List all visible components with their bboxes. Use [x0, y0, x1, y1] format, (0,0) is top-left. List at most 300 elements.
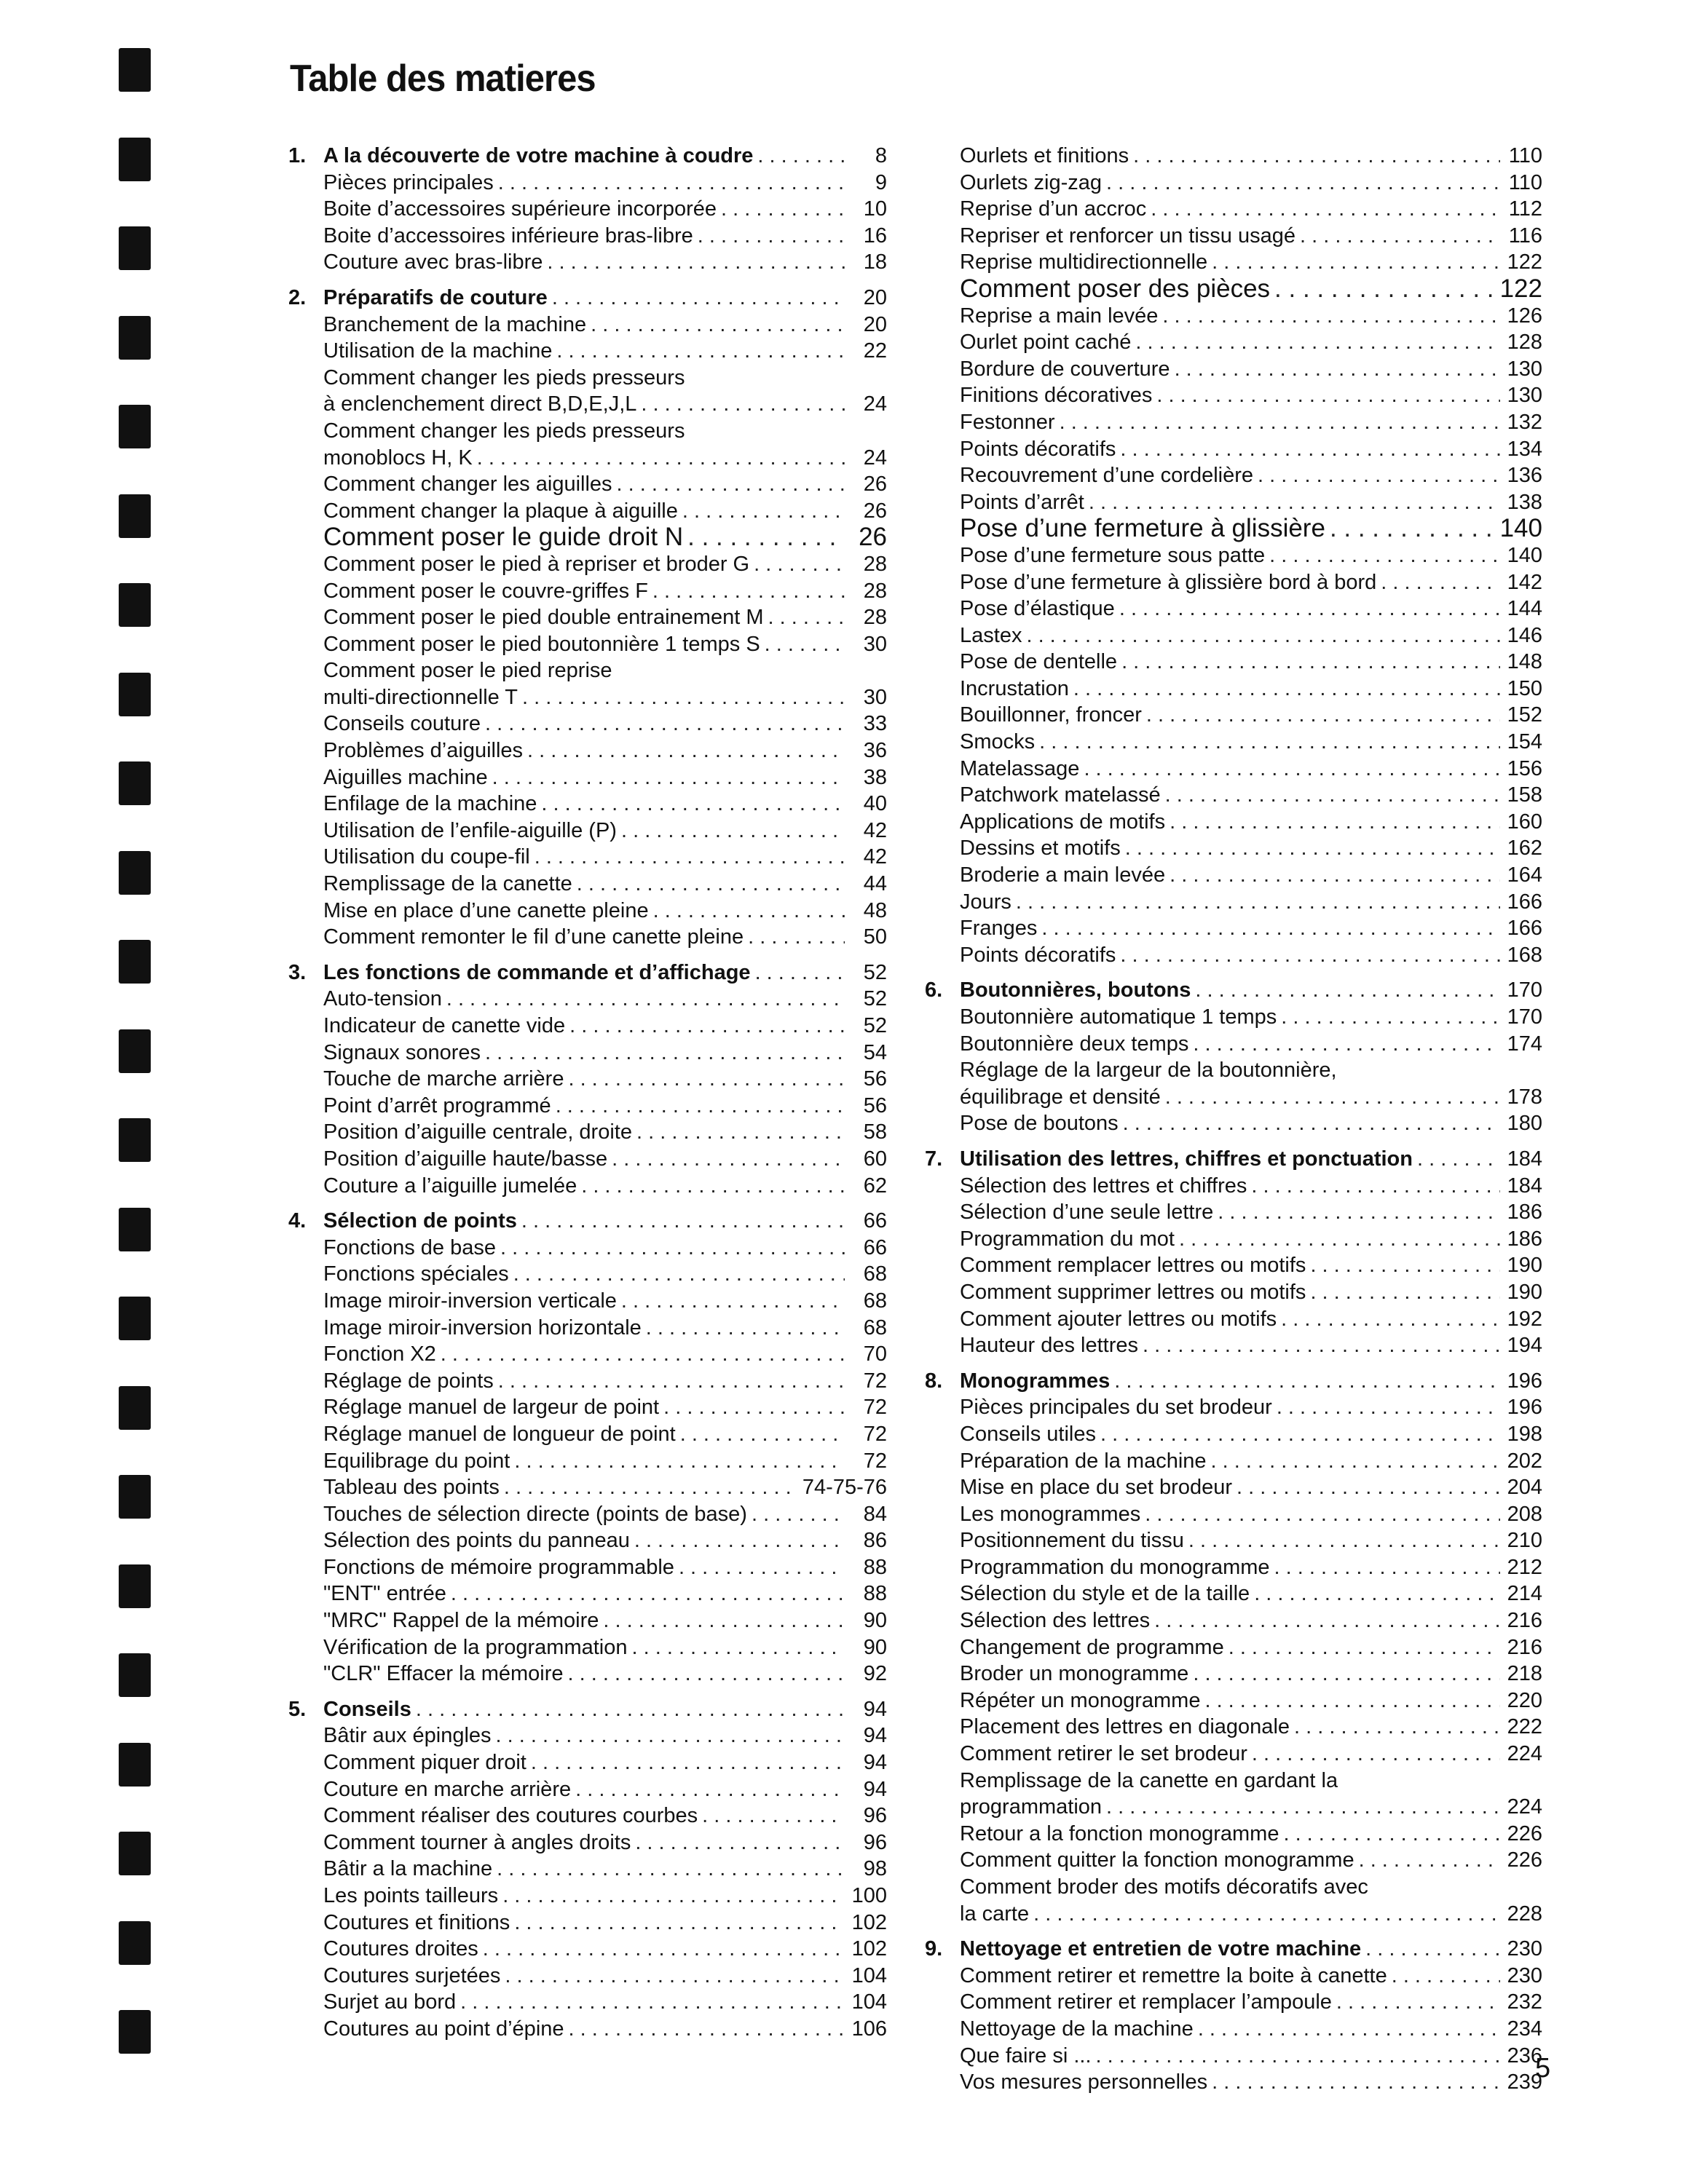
toc-entry: [288, 1235, 887, 1262]
toc-page-number: 28: [863, 579, 887, 603]
toc-section-number: 2.: [288, 285, 307, 309]
toc-section-entry: [925, 1146, 1542, 1173]
toc-entry: [925, 1004, 1542, 1031]
toc-section-entry: [288, 143, 887, 170]
binding-mark: [119, 48, 151, 92]
dot-leader: [1212, 2069, 1500, 2096]
toc-entry: [925, 1768, 1542, 1795]
toc-entry-label: Comment réaliser des coutures courbes: [323, 1804, 698, 1828]
binding-mark: [119, 1475, 151, 1519]
binding-mark: [119, 761, 151, 805]
toc-page-number: 158: [1507, 783, 1542, 807]
toc-entry: [925, 756, 1542, 783]
toc-page-number: 122: [1507, 250, 1542, 274]
toc-page-number: 190: [1507, 1254, 1542, 1278]
toc-entry-label: Préparatifs de couture: [323, 285, 548, 309]
toc-page-number: 42: [863, 845, 887, 869]
toc-page-number: 136: [1507, 464, 1542, 488]
toc-entry: [288, 1803, 887, 1829]
toc-entry-label: Comment retirer et remettre la boite à canette: [960, 1963, 1387, 1987]
toc-page-number: 30: [863, 632, 887, 656]
binding-mark: [119, 1832, 151, 1875]
page-title: Table des matieres: [290, 58, 596, 100]
toc-entry: [925, 1963, 1542, 1990]
toc-entry: [288, 1856, 887, 1883]
dot-leader: [1281, 1004, 1500, 1031]
dot-leader: [1251, 1173, 1500, 1200]
toc-page-number: 184: [1507, 1174, 1542, 1198]
toc-entry-label: Comment poser le pied à repriser et broder G: [323, 552, 750, 576]
binding-mark: [119, 673, 151, 716]
dot-leader: [492, 764, 845, 791]
toc-page-number: 214: [1507, 1582, 1542, 1606]
dot-leader: [755, 960, 845, 986]
toc-page-number: 20: [863, 285, 887, 309]
dot-leader: [1283, 1821, 1500, 1848]
toc-entry: [925, 515, 1542, 542]
toc-entry: [288, 1448, 887, 1475]
toc-page-number: 164: [1507, 863, 1542, 887]
toc-entry-label: "MRC" Rappel de la mémoire: [323, 1609, 599, 1633]
dot-leader: [577, 871, 845, 898]
toc-entry-label: Pose d’une fermeture à glissière: [960, 514, 1325, 543]
dot-leader: [1188, 1527, 1500, 1554]
toc-entry: [925, 1901, 1542, 1928]
toc-page-number: 228: [1507, 1902, 1542, 1926]
dot-leader: [765, 631, 845, 658]
toc-page-number: 52: [863, 1014, 887, 1037]
toc-page-number: 86: [863, 1529, 887, 1553]
toc-entry: [288, 1013, 887, 1040]
toc-page-number: 56: [863, 1067, 887, 1091]
toc-entry-label: Utilisation de la machine: [323, 339, 553, 363]
toc-entry: [288, 986, 887, 1013]
toc-entry: [288, 471, 887, 498]
toc-entry: [925, 1688, 1542, 1714]
toc-page-number: 140: [1507, 543, 1542, 567]
dot-leader: [505, 1963, 845, 1990]
toc-entry-label: Repriser et renforcer un tissu usagé: [960, 223, 1295, 248]
dot-leader: [498, 1368, 845, 1395]
toc-page-number: 96: [863, 1830, 887, 1854]
toc-page-number: 128: [1507, 331, 1542, 355]
toc-entry: [925, 462, 1542, 489]
dot-leader: [1237, 1474, 1500, 1501]
dot-leader: [1033, 1901, 1500, 1928]
toc-entry: [925, 862, 1542, 889]
toc-entry: [288, 684, 887, 711]
dot-leader: [1277, 1394, 1500, 1421]
toc-entry-label: Boite d’accessoires inférieure bras-libre: [323, 223, 693, 248]
toc-entry: [288, 418, 887, 445]
toc-page-number: 166: [1507, 917, 1542, 941]
toc-entry: [925, 1173, 1542, 1200]
dot-leader: [446, 986, 845, 1013]
toc-entry-label: Jours: [960, 890, 1011, 914]
dot-leader: [1381, 569, 1500, 596]
toc-entry: [288, 1146, 887, 1173]
toc-entry-label: Sélection des points du panneau: [323, 1529, 630, 1553]
toc-entry-label: Utilisation des lettres, chiffres et ponctuation: [960, 1147, 1413, 1171]
toc-page-number: 174: [1507, 1032, 1542, 1056]
toc-entry: [925, 436, 1542, 463]
toc-page-number: 226: [1507, 1848, 1542, 1872]
toc-page-number: 9: [875, 170, 887, 194]
toc-page-number: 224: [1507, 1795, 1542, 1819]
dot-leader: [1121, 649, 1500, 676]
toc-section-number: 9.: [925, 1937, 943, 1961]
toc-entry-label: "CLR" Effacer la mémoire: [323, 1662, 564, 1686]
toc-entry: [288, 871, 887, 898]
toc-entry: [288, 1634, 887, 1661]
toc-entry: [925, 1084, 1542, 1111]
toc-page-number: 72: [863, 1449, 887, 1473]
toc-entry-label: Image miroir-inversion horizontale: [323, 1315, 642, 1340]
toc-page-number: 50: [863, 925, 887, 949]
dot-leader: [531, 1749, 845, 1776]
toc-entry-label: Changement de programme: [960, 1635, 1224, 1659]
toc-entry-label: Remplissage de la canette en gardant la: [960, 1768, 1338, 1792]
toc-entry: [925, 1794, 1542, 1821]
toc-entry: [288, 1883, 887, 1910]
toc-page-number: 112: [1508, 197, 1542, 221]
toc-entry-label: Signaux sonores: [323, 1040, 481, 1064]
toc-entry: [925, 1527, 1542, 1554]
dot-leader: [1146, 702, 1500, 729]
dot-leader: [569, 2016, 845, 2043]
toc-entry: [288, 1749, 887, 1776]
toc-entry: [925, 1448, 1542, 1475]
toc-entry-label: Retour a la fonction monogramme: [960, 1821, 1279, 1845]
binding-mark: [119, 1653, 151, 1697]
binding-mark: [119, 226, 151, 270]
toc-page-number: 239: [1507, 2070, 1542, 2094]
dot-leader: [1281, 1306, 1500, 1333]
toc-section-number: 4.: [288, 1209, 307, 1233]
toc-entry-label: Aiguilles machine: [323, 765, 488, 789]
toc-page-number: 72: [863, 1369, 887, 1393]
toc-page-number: 68: [863, 1315, 887, 1340]
toc-page-number: 180: [1507, 1112, 1542, 1136]
toc-entry: [288, 1501, 887, 1528]
toc-entry-label: Boutonnières, boutons: [960, 978, 1191, 1002]
toc-entry: [288, 1341, 887, 1368]
binding-mark: [119, 138, 151, 181]
toc-entry: [288, 604, 887, 631]
toc-section-number: 5.: [288, 1697, 307, 1721]
dot-leader: [635, 1829, 845, 1856]
toc-entry: [288, 1607, 887, 1634]
dot-leader: [1204, 1688, 1500, 1714]
toc-page-number: 96: [863, 1804, 887, 1828]
toc-entry: [925, 1634, 1542, 1661]
toc-entry-label: Branchement de la machine: [323, 312, 587, 336]
toc-entry-label: Pose d’une fermeture à glissière bord à bord: [960, 570, 1377, 594]
toc-page-number: 130: [1507, 384, 1542, 408]
toc-entry: [288, 1910, 887, 1936]
dot-leader: [1258, 462, 1500, 489]
toc-entry: [288, 1288, 887, 1315]
toc-entry-label: Les monogrammes: [960, 1502, 1141, 1526]
toc-entry-label: Fonctions de mémoire programmable: [323, 1555, 674, 1579]
toc-page-number: 18: [863, 250, 887, 274]
toc-page-number: 56: [863, 1093, 887, 1117]
dot-leader: [1119, 596, 1500, 622]
toc-entry: [288, 249, 887, 276]
dot-leader: [612, 1146, 845, 1173]
toc-page-number: 144: [1507, 597, 1542, 621]
toc-entry-label: Comment retirer le set brodeur: [960, 1742, 1247, 1766]
toc-page-number: 190: [1507, 1280, 1542, 1304]
dot-leader: [1135, 329, 1500, 356]
toc-page-number: 98: [863, 1857, 887, 1881]
toc-entry-label: Position d’aiguille centrale, droite: [323, 1120, 632, 1144]
dot-leader: [1228, 1634, 1500, 1661]
toc-entry-label: Fonctions spéciales: [323, 1262, 509, 1286]
toc-entry-label: Conseils: [323, 1697, 411, 1721]
toc-entry: [288, 791, 887, 818]
toc-entry-label: Ourlets zig-zag: [960, 170, 1103, 194]
dot-leader: [477, 445, 845, 472]
toc-entry: [288, 1936, 887, 1963]
toc-entry: [925, 1741, 1542, 1768]
dot-leader: [1016, 889, 1500, 916]
dot-leader: [496, 1722, 845, 1749]
dot-leader: [569, 1013, 845, 1040]
toc-entry-label: Smocks: [960, 730, 1036, 754]
binding-marks: [119, 0, 151, 2184]
toc-entry-label: Bordure de couverture: [960, 357, 1170, 381]
dot-leader: [1162, 303, 1500, 330]
toc-section-entry: [288, 285, 887, 312]
toc-entry-label: Monogrammes: [960, 1369, 1111, 1393]
toc-entry: [925, 1332, 1542, 1359]
toc-page-number: 166: [1507, 890, 1542, 914]
binding-mark: [119, 1208, 151, 1251]
dot-leader: [721, 196, 845, 223]
toc-entry: [925, 782, 1542, 809]
toc-entry: [288, 631, 887, 658]
binding-mark: [119, 1564, 151, 1608]
toc-entry-label: Comment changer les pieds presseurs: [323, 419, 685, 443]
toc-entry-label: Couture avec bras-libre: [323, 250, 543, 274]
binding-mark: [119, 940, 151, 984]
toc-page-number: 94: [863, 1697, 887, 1721]
toc-entry-label: Festonner: [960, 410, 1055, 434]
toc-page-number: 170: [1507, 1005, 1542, 1029]
dot-leader: [653, 898, 845, 925]
toc-entry: [925, 729, 1542, 756]
dot-leader: [1120, 436, 1500, 463]
toc-entry-label: Boite d’accessoires supérieure incorporée: [323, 197, 717, 221]
toc-entry: [288, 365, 887, 392]
toc-entry-label: Point d’arrêt programmé: [323, 1093, 551, 1117]
toc-entry: [925, 143, 1542, 170]
toc-entry-label: Finitions décoratives: [960, 384, 1153, 408]
toc-entry: [925, 223, 1542, 250]
dot-leader: [591, 312, 845, 339]
toc-entry: [288, 1829, 887, 1856]
binding-mark: [119, 316, 151, 360]
toc-page-number: 226: [1507, 1821, 1542, 1845]
toc-entry-label: Bâtir a la machine: [323, 1857, 493, 1881]
dot-leader: [513, 1261, 845, 1288]
toc-entry-label: Applications de motifs: [960, 810, 1166, 834]
toc-entry-label: Auto-tension: [323, 987, 442, 1011]
toc-page-number: 142: [1507, 570, 1542, 594]
toc-page-number: 150: [1507, 676, 1542, 700]
toc-page-number: 88: [863, 1582, 887, 1606]
toc-entry: [288, 1119, 887, 1146]
toc-entry: [288, 1261, 887, 1288]
toc-page-number: 126: [1507, 304, 1542, 328]
toc-section-number: 8.: [925, 1369, 943, 1393]
dot-leader: [679, 1554, 845, 1581]
toc-page-number: 194: [1507, 1334, 1542, 1358]
toc-entry-label: Comment changer les aiguilles: [323, 472, 612, 496]
toc-entry: [925, 1661, 1542, 1688]
toc-entry: [288, 170, 887, 197]
toc-page-number: 162: [1507, 836, 1542, 860]
toc-page-number: 116: [1508, 223, 1542, 248]
toc-entry-label: Fonctions de base: [323, 1235, 496, 1259]
toc-page-number: 40: [863, 792, 887, 816]
toc-page-number: 134: [1507, 437, 1542, 461]
toc-entry: [925, 622, 1542, 649]
toc-entry-label: Hauteur des lettres: [960, 1334, 1139, 1358]
toc-page-number: 138: [1507, 490, 1542, 514]
toc-entry-label: Nettoyage de la machine: [960, 2017, 1194, 2041]
toc-page-number: 26: [859, 523, 887, 552]
dot-leader: [483, 1936, 845, 1963]
toc-entry: [925, 1306, 1542, 1333]
toc-entry: [925, 649, 1542, 676]
dot-leader: [621, 1288, 845, 1315]
dot-leader: [1211, 1448, 1500, 1475]
toc-entry: [925, 569, 1542, 596]
toc-entry: [925, 1394, 1542, 1421]
toc-entry-label: Positionnement du tissu: [960, 1529, 1184, 1553]
dot-leader: [460, 1989, 845, 2016]
dot-leader: [502, 1883, 845, 1910]
dot-leader: [1193, 1661, 1500, 1688]
toc-entry: [925, 835, 1542, 862]
toc-page-number: 154: [1507, 730, 1542, 754]
toc-page-number: 146: [1507, 623, 1542, 647]
toc-entry-label: Touches de sélection directe (points de base): [323, 1502, 747, 1526]
toc-page-number: 68: [863, 1289, 887, 1313]
dot-leader: [1198, 2016, 1500, 2043]
toc-entry: [925, 382, 1542, 409]
toc-entry-label: Image miroir-inversion verticale: [323, 1289, 617, 1313]
toc-entry-label: A la découverte de votre machine à coudre: [323, 144, 754, 167]
dot-leader: [1170, 809, 1500, 836]
toc-entry-label: Reprise d’un accroc: [960, 197, 1147, 221]
toc-entry: [288, 196, 887, 223]
toc-entry-label: Enfilage de la machine: [323, 792, 537, 816]
toc-page-number: 168: [1507, 943, 1542, 967]
toc-entry-label: Incrustation: [960, 676, 1069, 700]
dot-leader: [752, 1501, 845, 1528]
dot-leader: [1294, 1714, 1500, 1741]
toc-page-number: 106: [851, 2017, 887, 2041]
toc-page-number: 70: [863, 1342, 887, 1366]
toc-entry: [925, 1607, 1542, 1634]
toc-entry: [925, 1474, 1542, 1501]
toc-entry-label: Bouillonner, froncer: [960, 703, 1142, 727]
toc-entry-label: Bâtir aux épingles: [323, 1724, 492, 1748]
toc-entry: [288, 223, 887, 250]
toc-entry-label: Vérification de la programmation: [323, 1635, 628, 1659]
toc-entry-label: Répéter un monogramme: [960, 1688, 1201, 1712]
toc-entry-label: multi-directionnelle T: [323, 685, 518, 709]
dot-leader: [1120, 942, 1500, 969]
toc-entry-label: programmation: [960, 1795, 1103, 1819]
toc-entry: [925, 1989, 1542, 2016]
toc-entry-label: Franges: [960, 917, 1038, 941]
toc-page-number: 24: [863, 392, 887, 416]
toc-right-column: [925, 143, 1542, 2096]
toc-entry: [925, 1554, 1542, 1581]
dot-leader: [568, 1661, 845, 1688]
dot-leader: [521, 1208, 845, 1235]
toc-entry-label: Patchwork matelassé: [960, 783, 1161, 807]
dot-leader: [1096, 2043, 1500, 2070]
dot-leader: [1039, 729, 1500, 756]
toc-page-number: 110: [1508, 170, 1542, 194]
binding-mark: [119, 405, 151, 448]
toc-page-number: 28: [863, 606, 887, 630]
toc-entry-label: Sélection de points: [323, 1209, 517, 1233]
toc-entry: [925, 329, 1542, 356]
toc-entry-label: Nettoyage et entretien de votre machine: [960, 1937, 1362, 1961]
toc-page-number: 236: [1507, 2043, 1542, 2068]
toc-page-number: 102: [851, 1937, 887, 1961]
toc-entry: [288, 1093, 887, 1120]
toc-entry: [288, 1554, 887, 1581]
dot-leader: [641, 391, 845, 418]
toc-entry-label: Réglage de la largeur de la boutonnière,: [960, 1059, 1337, 1083]
toc-page-number: 184: [1507, 1147, 1542, 1171]
toc-entry-label: Préparation de la machine: [960, 1449, 1207, 1473]
toc-entry: [925, 809, 1542, 836]
toc-entry-label: Pose d’élastique: [960, 597, 1115, 621]
toc-entry-label: monoblocs H, K: [323, 446, 473, 470]
toc-page-number: 30: [863, 685, 887, 709]
toc-page-number: 24: [863, 446, 887, 470]
toc-section-entry: [925, 1368, 1542, 1395]
dot-leader: [552, 285, 845, 312]
toc-entry: [925, 1501, 1542, 1528]
toc-entry-label: Recouvrement d’une cordelière: [960, 464, 1253, 488]
toc-page-number: 94: [863, 1777, 887, 1801]
toc-entry-label: Comment remplacer lettres ou motifs: [960, 1254, 1306, 1278]
toc-page-number: 178: [1507, 1085, 1542, 1109]
toc-entry-label: Points décoratifs: [960, 943, 1116, 967]
toc-page-number: 66: [863, 1235, 887, 1259]
toc-entry: [925, 1252, 1542, 1279]
toc-section-number: 1.: [288, 144, 307, 167]
toc-page-number: 230: [1507, 1963, 1542, 1987]
toc-entry: [925, 249, 1542, 276]
dot-leader: [617, 471, 845, 498]
toc-entry-label: Comment quitter la fonction monogramme: [960, 1848, 1354, 1872]
toc-entry-label: Boutonnière deux temps: [960, 1032, 1189, 1056]
toc-entry-label: Points d’arrêt: [960, 490, 1084, 514]
toc-entry: [288, 657, 887, 684]
toc-section-entry: [288, 960, 887, 986]
toc-entry: [925, 596, 1542, 622]
